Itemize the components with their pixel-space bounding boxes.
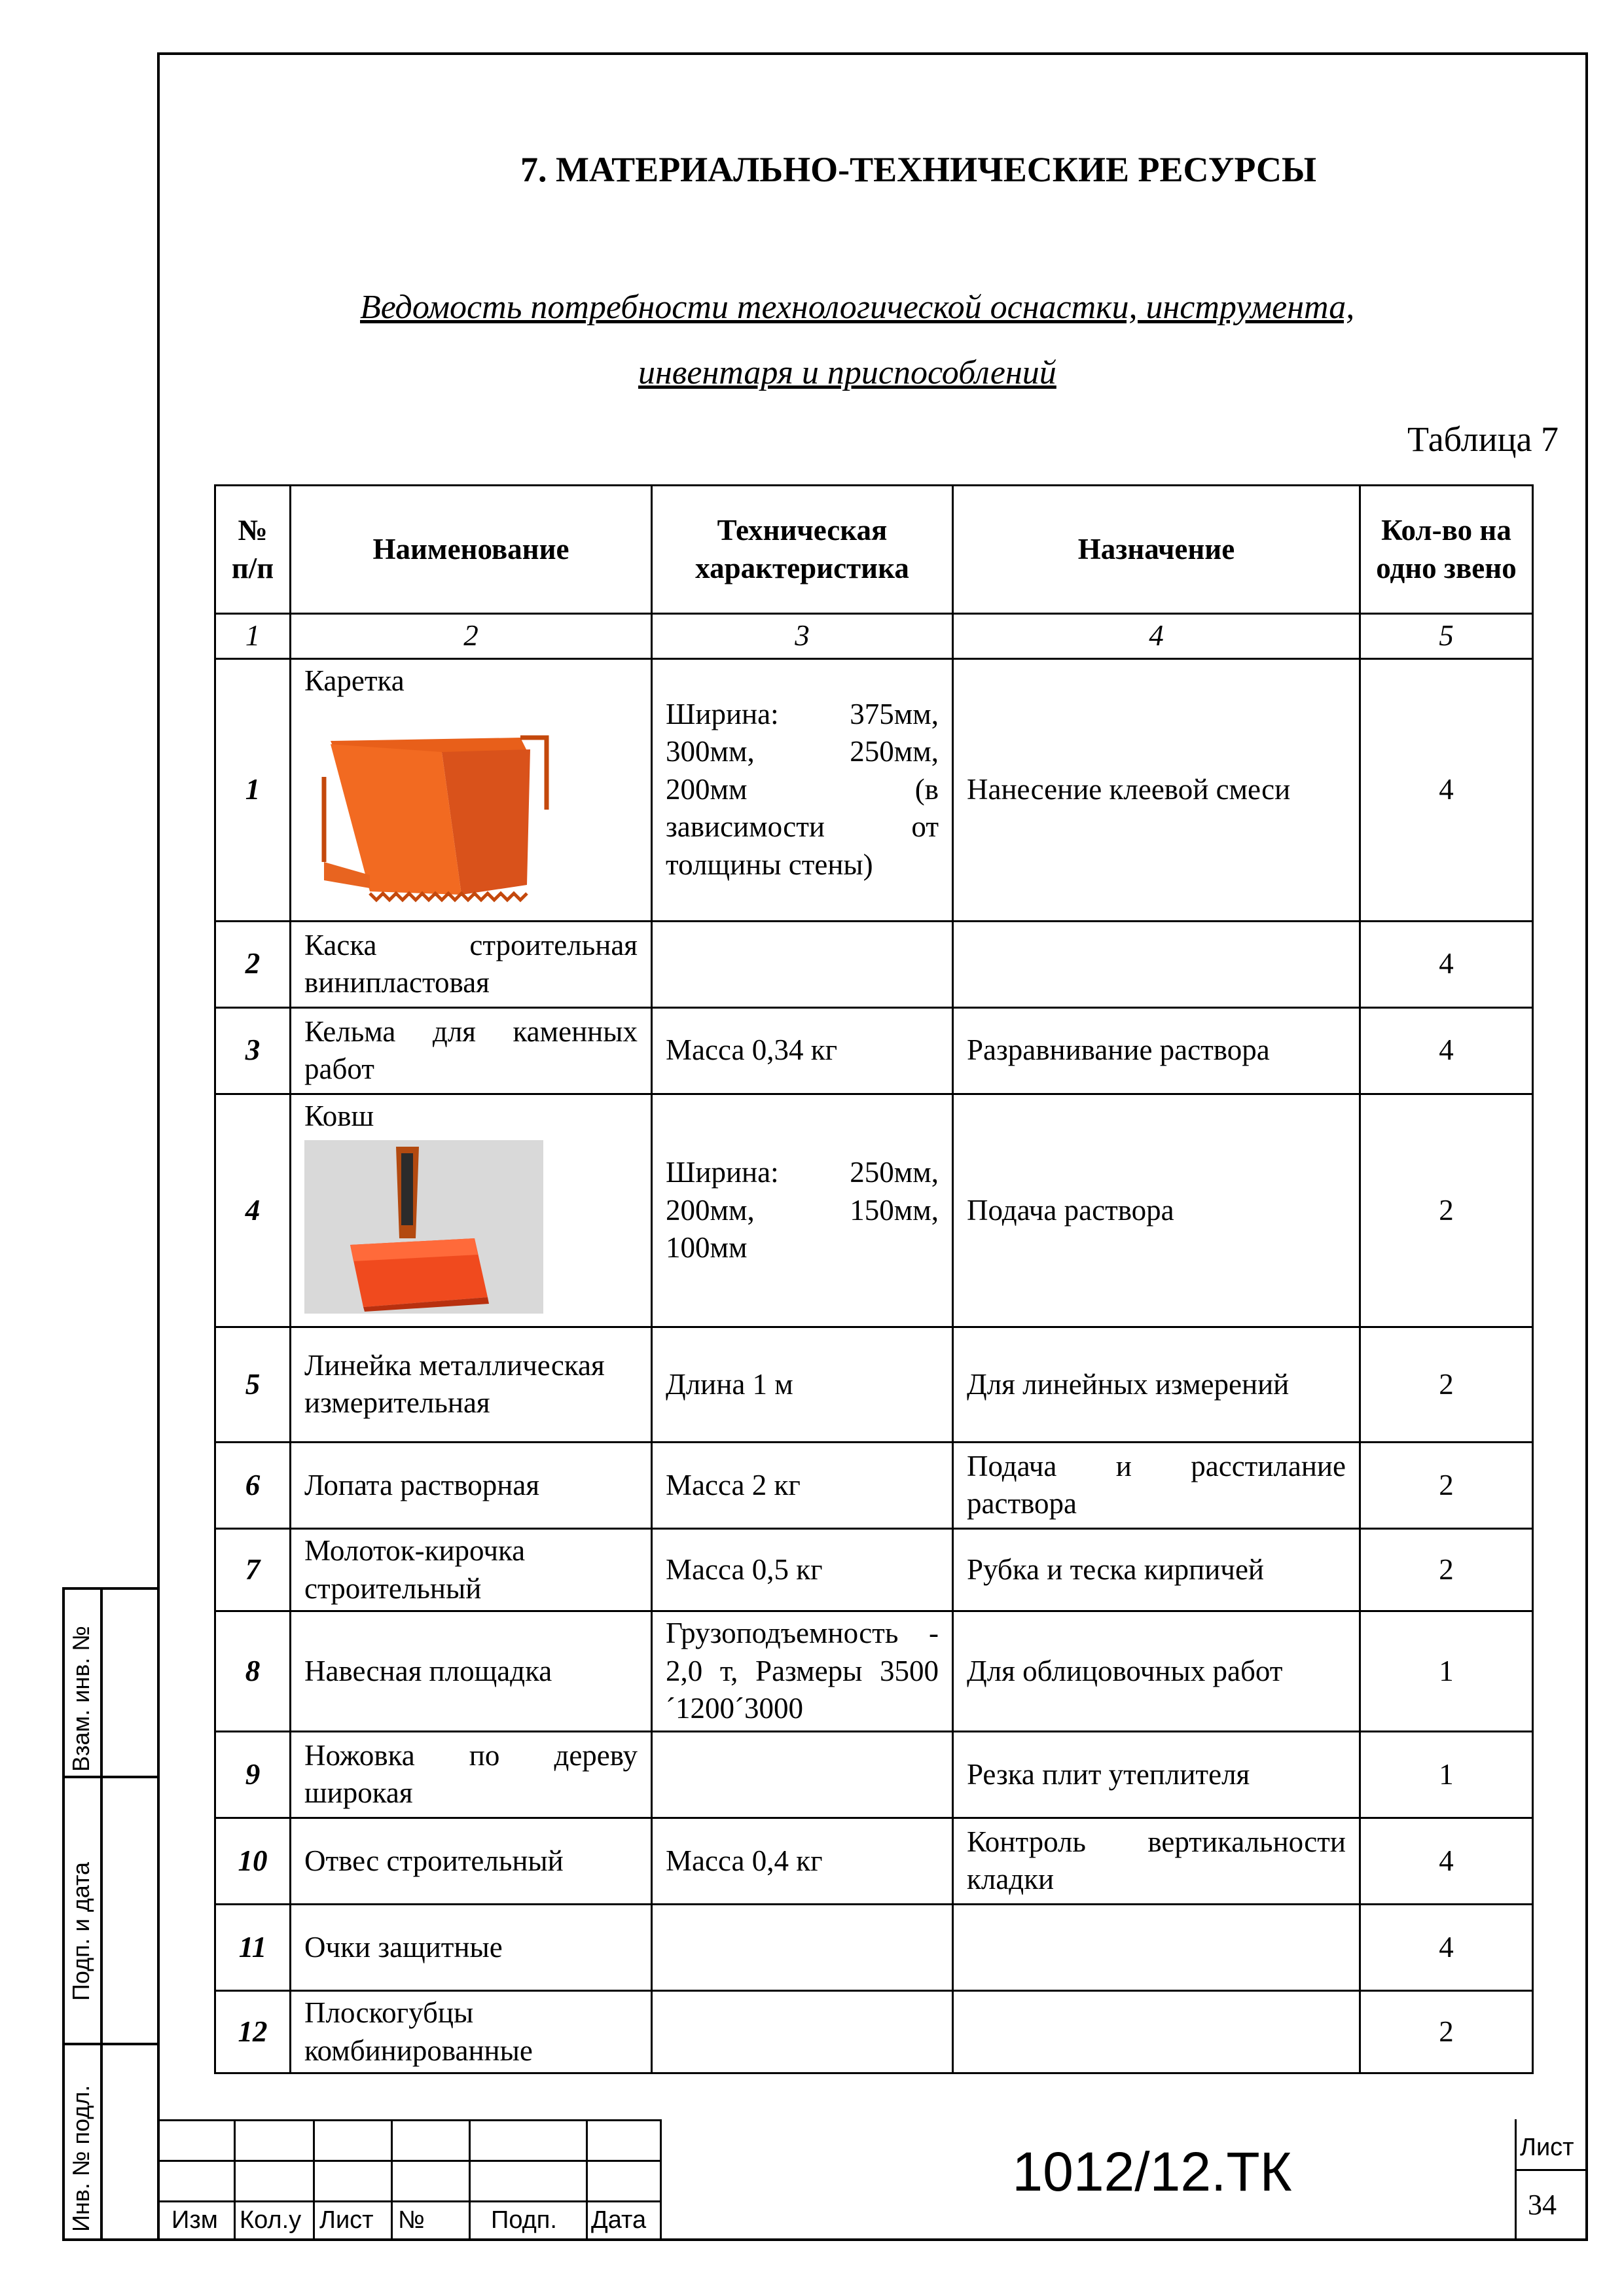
row-number: 5 xyxy=(215,1327,291,1442)
row-number: 10 xyxy=(215,1818,291,1904)
stamp-line xyxy=(1515,2169,1588,2171)
stamp-sheet-label: Лист xyxy=(1520,2134,1574,2161)
row-number: 12 xyxy=(215,1990,291,2073)
stamp-line xyxy=(586,2119,588,2241)
table-row xyxy=(215,658,1533,921)
item-qty: 2 xyxy=(1360,1442,1533,1528)
table-caption: Таблица 7 xyxy=(1407,420,1559,459)
item-purpose: Разравнивание раствора xyxy=(953,1007,1360,1094)
item-purpose: Для облицовочных работ xyxy=(953,1611,1360,1732)
item-qty: 1 xyxy=(1360,1611,1533,1732)
table-subtitle-line-1: Ведомость потребности технологической оснастки, инструмента, xyxy=(360,289,1355,326)
stamp-line xyxy=(157,2200,660,2202)
table-header-row xyxy=(215,486,1533,614)
column-number: 5 xyxy=(1360,614,1533,659)
document-number: 1012/12.ТК xyxy=(1012,2141,1292,2202)
item-name-cell xyxy=(291,658,652,921)
item-name: Каретка xyxy=(304,664,405,697)
item-spec: Ширина: 375мм, 300мм, 250мм, 200мм (в зависимости от толщины стены) xyxy=(652,658,953,921)
stamp-podp: Подп. xyxy=(491,2206,557,2234)
table-row xyxy=(215,1094,1533,1327)
item-spec xyxy=(652,921,953,1007)
row-number: 4 xyxy=(215,1094,291,1327)
row-number: 3 xyxy=(215,1007,291,1094)
item-spec: Масса 2 кг xyxy=(652,1442,953,1528)
item-purpose xyxy=(953,921,1360,1007)
stamp-line xyxy=(313,2119,315,2241)
side-label-vzam: Взам. инв. № xyxy=(67,1625,94,1772)
item-qty: 4 xyxy=(1360,1007,1533,1094)
item-spec: Масса 0,5 кг xyxy=(652,1528,953,1611)
table-row xyxy=(215,1990,1533,2073)
item-spec: Масса 0,4 кг xyxy=(652,1818,953,1904)
column-number: 1 xyxy=(215,614,291,659)
item-purpose xyxy=(953,1904,1360,1990)
item-qty: 4 xyxy=(1360,921,1533,1007)
row-number: 9 xyxy=(215,1731,291,1818)
stamp-line xyxy=(391,2119,393,2241)
resources-table xyxy=(214,484,1534,2074)
item-purpose: Рубка и теска кирпичей xyxy=(953,1528,1360,1611)
table-row xyxy=(215,1007,1533,1094)
item-qty: 4 xyxy=(1360,1904,1533,1990)
column-number: 3 xyxy=(652,614,953,659)
item-spec xyxy=(652,1990,953,2073)
col-header-qty: Кол-во на одно звено xyxy=(1360,486,1533,614)
item-name: Линейка металлическая измерительная xyxy=(291,1327,652,1442)
column-number: 4 xyxy=(953,614,1360,659)
item-spec: Длина 1 м xyxy=(652,1327,953,1442)
table-row xyxy=(215,1611,1533,1732)
table-row xyxy=(215,1528,1533,1611)
item-qty: 2 xyxy=(1360,1528,1533,1611)
item-name: Ковш xyxy=(304,1099,374,1132)
item-qty: 2 xyxy=(1360,1327,1533,1442)
item-name: Плоскогубцы комбинированные xyxy=(291,1990,652,2073)
stamp-list: Лист xyxy=(319,2206,374,2234)
item-qty: 2 xyxy=(1360,1094,1533,1327)
row-number: 6 xyxy=(215,1442,291,1528)
row-number: 8 xyxy=(215,1611,291,1732)
col-header-spec: Техническая характеристика xyxy=(652,486,953,614)
item-name: Лопата растворная xyxy=(291,1442,652,1528)
table-row xyxy=(215,1731,1533,1818)
item-spec: Масса 0,34 кг xyxy=(652,1007,953,1094)
stamp-line xyxy=(234,2119,236,2241)
stamp-line xyxy=(157,2119,660,2121)
item-purpose xyxy=(953,1990,1360,2073)
stamp-line xyxy=(660,2119,662,2241)
stamp-sheet-number: 34 xyxy=(1528,2189,1557,2221)
item-name: Отвес строительный xyxy=(291,1818,652,1904)
item-spec: Ширина: 250мм, 200мм, 150мм, 100мм xyxy=(652,1094,953,1327)
carriage-image xyxy=(304,711,638,918)
item-purpose: Для линейных измерений xyxy=(953,1327,1360,1442)
stamp-line xyxy=(1515,2119,1517,2241)
row-number: 1 xyxy=(215,658,291,921)
item-purpose: Нанесение клеевой смеси xyxy=(953,658,1360,921)
item-name: Навесная площадка xyxy=(291,1611,652,1732)
stamp-line xyxy=(157,2160,660,2162)
section-heading: 7. МАТЕРИАЛЬНО-ТЕХНИЧЕСКИЕ РЕСУРСЫ xyxy=(520,150,1317,189)
item-purpose: Контроль вертикальности кладки xyxy=(953,1818,1360,1904)
column-number: 2 xyxy=(291,614,652,659)
col-header-name: Наименование xyxy=(291,486,652,614)
table-row xyxy=(215,1442,1533,1528)
table-row xyxy=(215,1818,1533,1904)
item-name: Молоток-кирочка строительный xyxy=(291,1528,652,1611)
item-spec: Грузоподъемность - 2,0 т, Размеры 3500´1200´3000 xyxy=(652,1611,953,1732)
side-label-podp: Подп. и дата xyxy=(67,1861,94,2001)
stamp-kolu: Кол.у xyxy=(240,2206,302,2234)
side-stamp xyxy=(62,1587,157,2241)
row-number: 7 xyxy=(215,1528,291,1611)
item-qty: 4 xyxy=(1360,1818,1533,1904)
item-name: Очки защитные xyxy=(291,1904,652,1990)
item-qty: 2 xyxy=(1360,1990,1533,2073)
item-qty: 1 xyxy=(1360,1731,1533,1818)
side-label-inv: Инв. № подл. xyxy=(67,2085,94,2232)
item-purpose: Подача и расстилание раствора xyxy=(953,1442,1360,1528)
scoop-image xyxy=(304,1140,638,1323)
item-name: Каска строительная винипластовая xyxy=(291,921,652,1007)
col-header-num: № п/п xyxy=(215,486,291,614)
stamp-no: № xyxy=(398,2206,425,2234)
item-purpose: Подача раствора xyxy=(953,1094,1360,1327)
item-name: Ножовка по дереву широкая xyxy=(291,1731,652,1818)
table-row xyxy=(215,1904,1533,1990)
table-row xyxy=(215,1327,1533,1442)
col-header-purpose: Назначение xyxy=(953,486,1360,614)
item-spec xyxy=(652,1904,953,1990)
item-purpose: Резка плит утеплителя xyxy=(953,1731,1360,1818)
table-row xyxy=(215,921,1533,1007)
table-subtitle-line-2: инвентаря и приспособлений xyxy=(638,354,1056,391)
item-spec xyxy=(652,1731,953,1818)
column-number-row xyxy=(215,614,1533,659)
item-name: Кельма для каменных работ xyxy=(291,1007,652,1094)
row-number: 11 xyxy=(215,1904,291,1990)
row-number: 2 xyxy=(215,921,291,1007)
item-name-cell xyxy=(291,1094,652,1327)
item-qty: 4 xyxy=(1360,658,1533,921)
side-stamp-divider xyxy=(100,1587,103,2241)
stamp-data: Дата xyxy=(591,2206,647,2234)
stamp-line xyxy=(469,2119,471,2241)
stamp-izm: Изм xyxy=(171,2206,218,2234)
